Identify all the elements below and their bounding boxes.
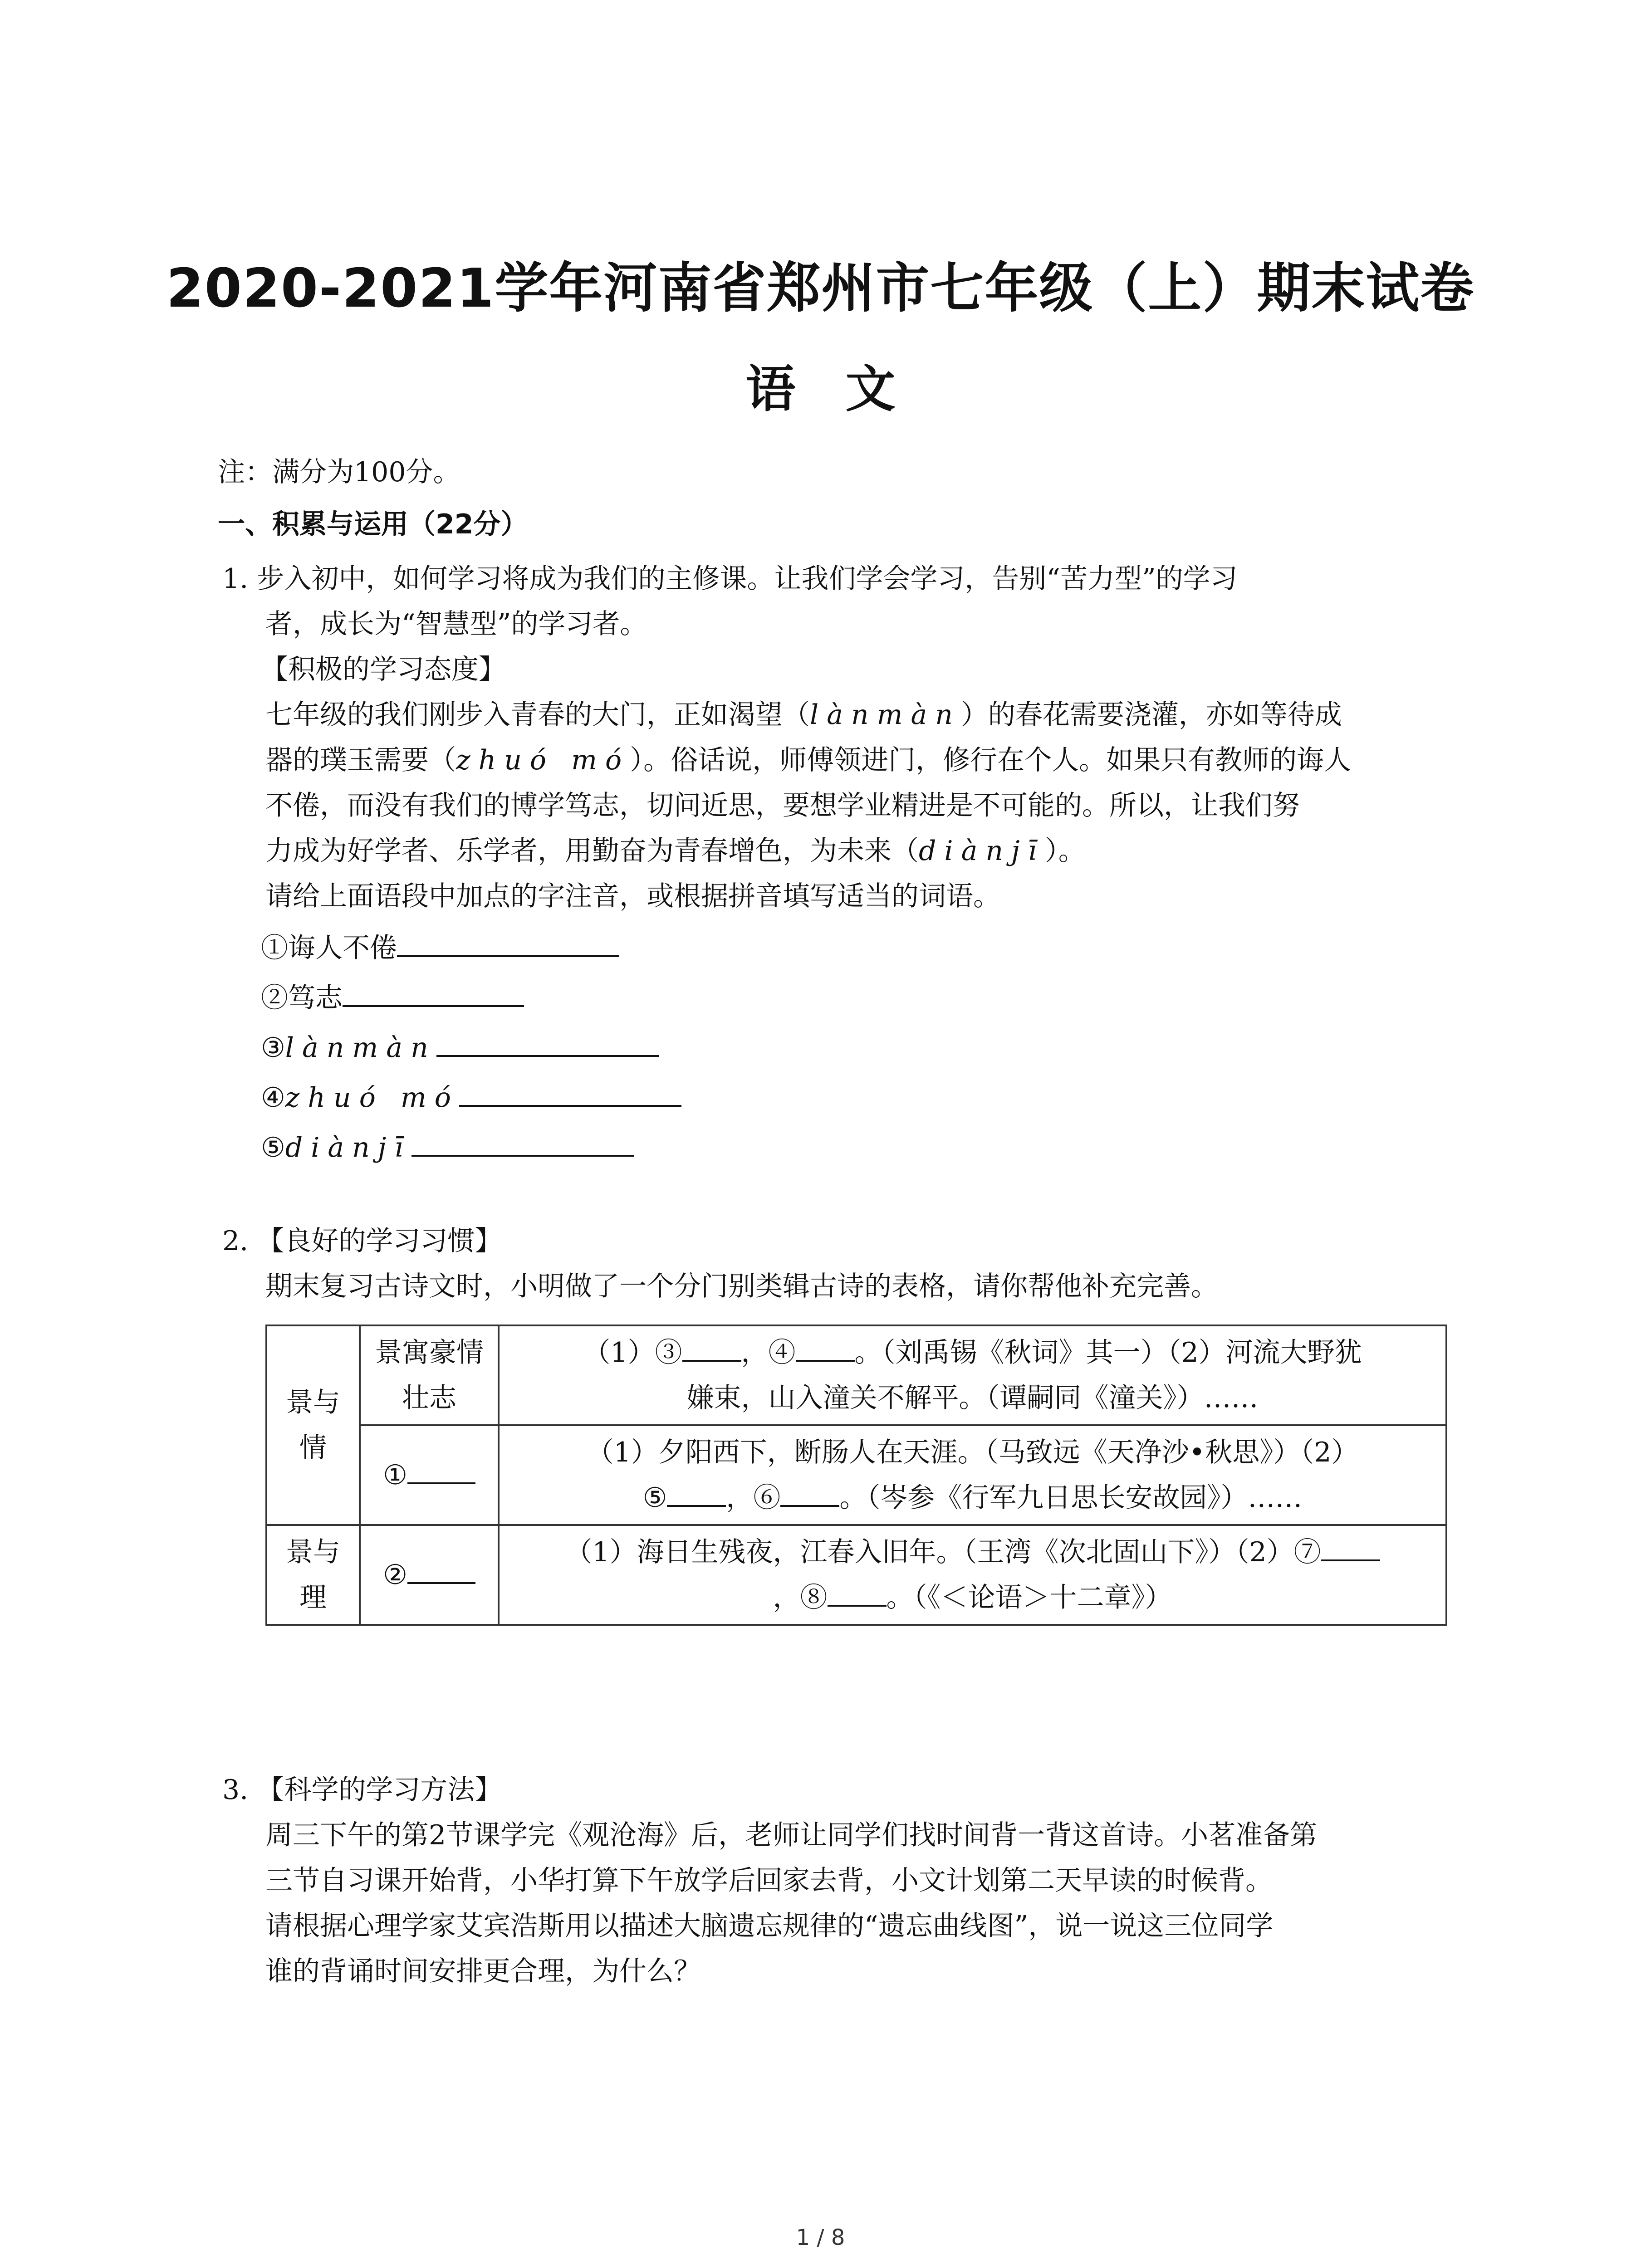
page-number: 1 / 8 xyxy=(796,2225,845,2250)
exam-title: 2020-2021学年河南省郑州市七年级（上）期末试卷 xyxy=(166,257,1475,319)
blank-6[interactable] xyxy=(780,1478,839,1507)
answer-blank-2[interactable] xyxy=(343,980,524,1007)
q1-item-2: ②笃志 xyxy=(261,980,524,1014)
score-note: 注：满分为100分。 xyxy=(218,456,460,488)
blank-3[interactable] xyxy=(682,1333,741,1362)
blank-8[interactable] xyxy=(828,1578,887,1607)
q1-item-1: ①诲人不倦 xyxy=(261,930,619,964)
q2-heading: 2. 【良好的学习习惯】 xyxy=(222,1225,502,1257)
blank-5[interactable] xyxy=(667,1478,726,1507)
answer-blank-5[interactable] xyxy=(411,1129,634,1157)
q1-instruction: 请给上面语段中加点的字注音，或根据拼音填写适当的词语。 xyxy=(265,880,1000,912)
pinyin-lanman: lànmàn xyxy=(810,699,961,731)
q1-paragraph-line2: 器的璞玉需要（zhuó mó）。俗话说，师傅领进门，修行在个人。如果只有教师的诲人 xyxy=(265,744,1352,776)
q1-item-5: ⑤diànjī xyxy=(261,1129,634,1164)
q3-line4: 请根据心理学家艾宾浩斯用以描述大脑遗忘规律的“遗忘曲线图”，说一说这三位同学 xyxy=(265,1910,1274,1942)
blank-7[interactable] xyxy=(1321,1532,1380,1561)
q1-line1: 1. 步入初中，如何学习将成为我们的主修课。让我们学会学习，告别“苦力型”的学习 xyxy=(222,563,1238,595)
answer-blank-3[interactable] xyxy=(436,1030,659,1057)
q1-paragraph-line3: 不倦，而没有我们的博学笃志，切问近思，要想学业精进是不可能的。所以，让我们努 xyxy=(265,790,1300,821)
pinyin-zhuomo: zhuó mó xyxy=(456,744,630,776)
answer-blank-4[interactable] xyxy=(459,1080,681,1107)
q3-heading: 3. 【科学的学习方法】 xyxy=(222,1774,502,1806)
subcategory-ambition: 景寓豪情壮志 xyxy=(360,1325,499,1425)
q2-instruction: 期末复习古诗文时，小明做了一个分门别类辑古诗的表格，请你帮他补充完善。 xyxy=(265,1271,1218,1302)
answer-blank-1[interactable] xyxy=(397,930,619,957)
q1-item-4: ④zhuó mó xyxy=(261,1080,681,1114)
q3-line2: 周三下午的第2节课学完《观沧海》后，老师让同学们找时间背一背这首诗。小茗准备第 xyxy=(265,1819,1318,1851)
row-homesick-content: （1）夕阳西下，断肠人在天涯。（马致远《天净沙•秋思》）（2） ⑤ ，⑥ 。（岑参《行军九日思长安故园》）…… xyxy=(499,1425,1446,1525)
blank-2[interactable] xyxy=(407,1555,475,1584)
q1-line2: 者，成长为“智慧型”的学习者。 xyxy=(265,608,647,640)
q3-line3: 三节自习课开始背，小华打算下午放学后回家去背，小文计划第二天早读的时候背。 xyxy=(265,1865,1273,1897)
section-heading: 一、积累与运用（22分） xyxy=(218,508,528,540)
blank-1[interactable] xyxy=(407,1455,475,1484)
q1-paragraph-line1: 七年级的我们刚步入青春的大门，正如渴望（lànmàn）的春花需要浇灌，亦如等待成 xyxy=(265,699,1342,731)
q1-item-3: ③lànmàn xyxy=(261,1030,659,1064)
subcategory-blank-1: ① xyxy=(360,1425,499,1525)
q1-paragraph-line4: 力成为好学者、乐学者，用勤奋为青春增色，为未来（diànjī）。 xyxy=(265,835,1086,867)
row-ambition-content: （1）③ ，④ 。（刘禹锡《秋词》其一）（2）河流大野犹 嫌束，山入潼关不解平。（谭嗣同《潼关》）…… xyxy=(499,1325,1446,1425)
category-scene-emotion: 景与情 xyxy=(266,1325,360,1525)
row-reason-content: （1）海日生残夜，江春入旧年。（王湾《次北固山下》）（2）⑦ ，⑧ 。（《＜论语＞十二章》） xyxy=(499,1525,1446,1625)
exam-subject: 语文 xyxy=(745,360,945,418)
pinyin-dianji: diànjī xyxy=(919,835,1045,867)
q3-line5: 谁的背诵时间安排更合理，为什么？ xyxy=(265,1955,701,1987)
subcategory-blank-2: ② xyxy=(360,1525,499,1625)
q1-heading: 【积极的学习态度】 xyxy=(261,654,506,685)
poem-table xyxy=(265,1325,1447,1626)
blank-4[interactable] xyxy=(796,1333,855,1362)
category-scene-reason: 景与理 xyxy=(266,1525,360,1625)
